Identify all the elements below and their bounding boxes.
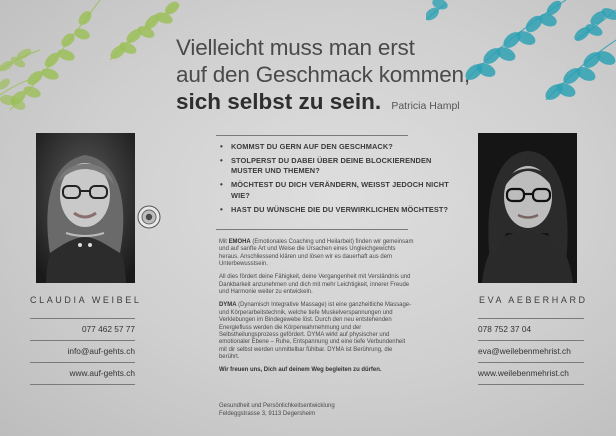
headline-bold: sich selbst zu sein. [176, 89, 382, 114]
address-line-2: Feldeggstrasse 3, 9113 Degersheim [219, 410, 316, 417]
closing-line: Wir freuen uns, Dich auf deinem Weg begleiten zu dürfen. [219, 367, 382, 374]
headline-quote [176, 34, 476, 120]
contact-block-left [30, 318, 135, 385]
body-text [219, 239, 414, 380]
question-item: • KOMMST DU GERN AUF DEN GESCHMACK? [220, 142, 450, 153]
person-name-left: CLAUDIA WEIBEL [30, 295, 142, 305]
paragraph-dyma [219, 302, 414, 362]
target-circle-icon [137, 205, 161, 229]
question-item: • MÖCHTEST DU DICH VERÄNDERN, WEISST JEDOCH NICHT WIE? [220, 180, 450, 201]
divider-bottom [216, 229, 408, 230]
address-line-1: Gesundheit und Persönlichkeitsentwicklung [219, 403, 335, 409]
contact-block-right [478, 318, 584, 385]
headline-line-1: Vielleicht muss man erst [176, 35, 415, 60]
question-item: • STOLPERST DU DABEI ÜBER DEINE BLOCKIERENDEN MUSTER UND THEMEN? [220, 156, 450, 177]
divider [30, 384, 135, 385]
person-name-right: EVA AEBERHARD [479, 295, 588, 305]
quote-author: Patricia Hampl [391, 100, 460, 112]
question-item: • HAST DU WÜNSCHE DIE DU VERWIRKLICHEN MÖCHTEST? [220, 205, 450, 216]
question-list [220, 142, 450, 218]
divider [478, 384, 584, 385]
leaves-left-decoration [0, 0, 190, 120]
text-span: Mit [219, 239, 229, 245]
address-block [219, 403, 335, 418]
paragraph-emoha [219, 239, 414, 269]
divider-top [216, 135, 408, 136]
portrait-eva [478, 133, 577, 283]
phone-right[interactable]: 078 752 37 04 [478, 324, 532, 334]
email-left[interactable]: info@auf-gehts.ch [67, 346, 135, 356]
paragraph-benefits: All dies fördert deine Fähigkeit, deine Vergangenheit mit Verständnis und Dankbarkeit anzunehmen und dich mit mehr Leichtigkeit, innerer Freude und Harmonie weiter zu entwickeln. [219, 274, 411, 296]
text-span: (Emotionales Coaching und Heilarbeit) finden wir gemeinsam und auf sanfte Art und Weise die Ursachen eines Ungleichgewichts heraus. Anschliessend klären und lösen wir es dauerhaft aus dem Unterbewusstsein. [219, 239, 414, 268]
website-left[interactable]: www.auf-gehts.ch [69, 368, 135, 378]
website-right[interactable]: www.weilebenmehrist.ch [478, 368, 569, 378]
headline-line-2: auf den Geschmack kommen, [176, 62, 470, 87]
dyma-term: DYMA [219, 302, 237, 309]
emoha-term: EMOHA [228, 239, 251, 245]
headline-line-3 [176, 88, 476, 120]
text-span: (Dynamisch Integrative Massage) ist eine ganzheitliche Massage- und Körperarbeitstechnik, welche tiefe Muskelverspannungen und Verklebungen im Bindegewebe löst. Durch den neu entstehenden Energiefluss werden die Körperwahrnehmung und der Selbstheilungsprozess gefördert. DYMA wirkt auf physischer und emotionaler Ebene – Ruhe, Entspannung und eine tiefe Verbundenheit mit dir selbst werden unmittelbar fühlbar. DYMA ist Berührung, die berührt. [219, 302, 412, 361]
phone-left[interactable]: 077 462 57 77 [81, 324, 135, 334]
portrait-claudia [36, 133, 135, 283]
email-right[interactable]: eva@weilebenmehrist.ch [478, 346, 571, 356]
